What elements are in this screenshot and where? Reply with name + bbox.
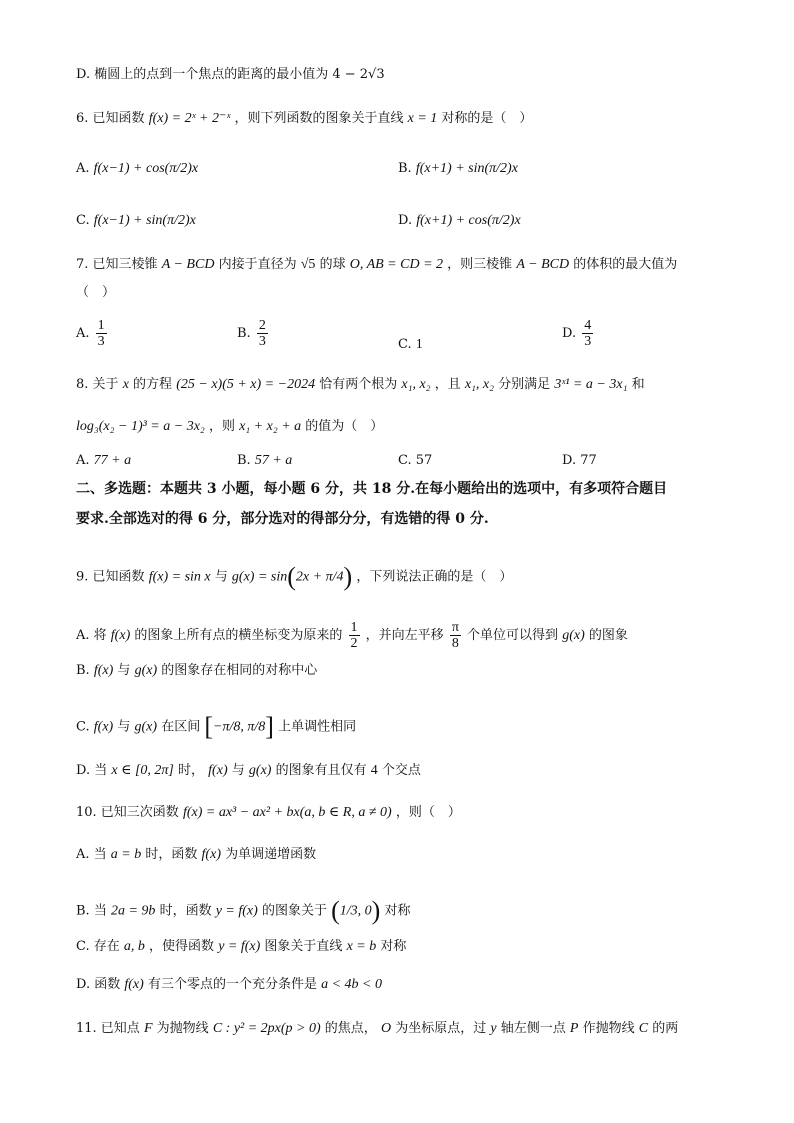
q10-stem-text-2: ，则（ ）: [395, 805, 461, 820]
q8-roots: x₁, x₂: [401, 377, 431, 392]
q8-equation: (25 − x)(5 + x) = −2024: [176, 377, 316, 392]
q6-option-a-label: A.: [76, 161, 90, 176]
q7-option-d: [562, 318, 595, 349]
q11-stem-text-4: 为坐标原点，过: [395, 1021, 487, 1036]
q10-option-a-cond: a = b: [110, 847, 142, 862]
q11-parabola: C : y² = 2px(p > 0): [212, 1021, 321, 1036]
q7-diameter: √5: [300, 257, 316, 272]
q8-equation-2: 3ˣ¹ = a − 3x₁: [554, 377, 628, 392]
q7-answer-paren: （ ）: [76, 285, 116, 300]
q10-option-a-text-2: 时，函数: [145, 847, 198, 862]
q9-option-c: C. f(x) 与 g(x) 在区间 [−π/8, π/8] 上单调性相同: [76, 712, 357, 741]
q11-focus: F: [143, 1021, 153, 1036]
q6-option-b-expr: f(x+1) + sin(π/2)x: [415, 161, 518, 176]
q10-option-b-text-2: 时，函数: [159, 903, 212, 919]
q10-option-a-text: A. 当: [76, 847, 107, 862]
q10-option-c-text-4: 对称: [380, 939, 407, 954]
q7-option-a-fraction: [96, 318, 107, 349]
q8-stem-text-5: 分别满足: [498, 377, 551, 392]
q9-option-d-text-3: 的图象有且仅有: [275, 763, 367, 778]
q9-function-f: f(x) = sin x: [148, 569, 211, 585]
q11-stem-text-2: 为抛物线: [156, 1021, 209, 1036]
q9-shift-num: π: [451, 620, 459, 635]
q10-option-d: [76, 976, 382, 994]
q11-stem-text-6: 作抛物线: [582, 1021, 635, 1036]
q10-option-d-text: D. 函数: [76, 977, 121, 992]
q9-option-d: [76, 762, 421, 780]
q7-paren: [76, 284, 115, 302]
q6-option-c: [76, 212, 196, 230]
q7-option-b-fraction: [257, 318, 268, 349]
q9-half-den: 2: [350, 636, 358, 651]
q9-half-num: 1: [350, 620, 358, 635]
q6-option-d-label: D.: [398, 213, 413, 228]
q10-option-b-f: y = f(x): [215, 903, 258, 919]
q7-stem-text: 7. 已知三棱锥: [76, 257, 158, 272]
q10-function: f(x) = ax³ − ax² + bx(a, b ∈ R, a ≠ 0): [182, 805, 392, 820]
q8-variable: x: [122, 377, 129, 392]
q10-option-a-text-3: 为单调递增函数: [225, 847, 317, 862]
q6-option-a-expr: f(x−1) + cos(π/2)x: [93, 161, 199, 176]
q7-stem-text-4: ，则三棱锥: [447, 257, 513, 272]
q8-option-c: [398, 452, 432, 470]
q8-option-b-label: B.: [237, 453, 251, 468]
q9-option-c-text-2: 在区间: [161, 719, 201, 735]
q6-option-c-label: C.: [76, 213, 90, 228]
q10-option-c-text-3: 图象关于直线: [264, 939, 343, 954]
q9-option-d-text-2: 与: [231, 763, 245, 778]
q9-option-a-text-5: 的图象: [588, 628, 628, 643]
q6-option-b: [398, 160, 518, 178]
q10-option-c-text: C. 存在: [76, 939, 120, 954]
q10-stem-text: 10. 已知三次函数: [76, 805, 179, 820]
q9-option-c-interval: −π/8, π/8: [213, 719, 266, 735]
q8-target-expr: x₁ + x₂ + a: [239, 419, 302, 434]
q9-stem-text-2: 与: [214, 569, 228, 585]
q7-option-c: [398, 336, 423, 354]
q8-log-equation: log₃(x₂ − 1)³ = a − 3x₂: [76, 419, 205, 434]
q9-option-b-f: f(x): [93, 663, 114, 678]
q7-option-d-label: D.: [562, 326, 577, 341]
q10-option-b-text: B. 当: [76, 903, 107, 919]
q8-line2-text: ，则: [208, 419, 235, 434]
q9-option-a-g: g(x): [562, 628, 585, 643]
q9-stem: 9. 已知函数 f(x) = sin x 与 g(x) = sin(2x + π/4) ，下列说法正确的是（ ）: [76, 562, 513, 591]
q7-stem: [76, 256, 677, 274]
q7-option-a-den: 3: [97, 334, 105, 349]
q10-option-d-text-2: 有三个零点的一个充分条件是: [147, 977, 317, 992]
q6-stem-text-3: 对称的是（ ）: [441, 111, 533, 126]
q10-option-b-point: 1/3, 0: [339, 903, 372, 919]
q11-y-axis: y: [490, 1021, 497, 1036]
q10-option-b: B. 当 2a = 9b 时，函数 y = f(x) 的图象关于 (1/3, 0) 对称: [76, 896, 411, 925]
q7-option-c-value: 1: [415, 337, 423, 352]
q9-option-d-text-4: 个交点: [381, 763, 421, 778]
q6-stem: [76, 110, 532, 128]
q7-stem-text-3: 的球: [319, 257, 346, 272]
q8-option-a: [76, 452, 131, 470]
q10-option-d-cond: a < 4b < 0: [321, 977, 383, 992]
q10-option-b-text-4: 对称: [384, 903, 411, 919]
q6-option-b-label: B.: [398, 161, 412, 176]
q6-stem-text: 6. 已知函数: [76, 111, 145, 126]
q8-option-b-expr: 57 + a: [254, 453, 293, 468]
q10-option-c-f: y = f(x): [218, 939, 261, 954]
q7-stem-text-5: 的体积的最大值为: [573, 257, 678, 272]
q9-function-g: g(x) = sin: [231, 569, 288, 585]
q9-option-a-half: [349, 620, 360, 651]
q9-option-b-label: B.: [76, 663, 90, 678]
q7-option-d-num: 4: [584, 318, 592, 333]
q10-option-c-text-2: ，使得函数: [149, 939, 215, 954]
q6-stem-text-2: ，则下列函数的图象关于直线: [234, 111, 404, 126]
q8-line2-text-2: 的值为（ ）: [305, 419, 384, 434]
q9-stem-text-3: ，下列说法正确的是（ ）: [356, 569, 513, 585]
q9-option-d-f: f(x): [208, 763, 228, 778]
q10-option-c-ab: a, b: [123, 939, 145, 954]
q11-stem-text-5: 轴左侧一点: [500, 1021, 566, 1036]
q11-stem-text-7: 的两: [652, 1021, 679, 1036]
q10-option-b-text-3: 的图象关于: [261, 903, 327, 919]
q11-stem-text-3: 的焦点，: [324, 1021, 377, 1036]
q9-stem-text: 9. 已知函数: [76, 569, 145, 585]
q6-option-a: [76, 160, 198, 178]
q5-option-d-text: D. 椭圆上的点到一个焦点的距离的最小值为 4 − 2√3: [76, 67, 385, 82]
q9-option-d-text: 时，: [178, 763, 205, 778]
q11-origin: O: [380, 1021, 392, 1036]
q9-shift-den: 8: [451, 636, 459, 651]
q9-option-b: [76, 662, 317, 680]
q7-tetrahedron: A − BCD: [161, 257, 215, 272]
q9-option-c-text-3: 上单调性相同: [278, 719, 357, 735]
q8-stem-text-4: ，且: [434, 377, 461, 392]
q10-option-c: [76, 938, 406, 956]
q8-stem-line2: [76, 418, 383, 436]
q9-option-c-label: C.: [76, 719, 90, 735]
q6-option-c-expr: f(x−1) + sin(π/2)x: [93, 213, 196, 228]
q8-option-d-text: D. 77: [562, 453, 597, 468]
q10-stem: [76, 804, 461, 822]
q6-line: x = 1: [407, 111, 438, 126]
q9-option-a-text-2: 的图象上所有点的横坐标变为原来的: [134, 628, 343, 643]
q11-point: P: [569, 1021, 579, 1036]
q8-roots-2: x₁, x₂: [464, 377, 495, 392]
q7-stem-text-2: 内接于直径为: [218, 257, 297, 272]
q9-option-a-text: A. 将: [76, 628, 107, 643]
q8-option-c-text: C. 57: [398, 453, 433, 468]
q8-stem-text-2: 的方程: [133, 377, 173, 392]
q9-option-b-text-2: 的图象存在相同的对称中心: [161, 663, 318, 678]
q7-option-d-fraction: [582, 318, 593, 349]
q7-option-b: [237, 318, 270, 349]
q10-option-d-f: f(x): [124, 977, 144, 992]
q9-option-a-text-4: 个单位可以得到: [467, 628, 559, 643]
q11-stem: [76, 1020, 678, 1038]
section-2-heading-line1: 二、多选题：本题共 3 小题，每小题 6 分，共 18 分.在每小题给出的选项中，有多项符合题目: [76, 481, 668, 497]
q7-option-b-den: 3: [258, 334, 266, 349]
q10-option-a-f: f(x): [201, 847, 221, 862]
q11-stem-text: 11. 已知点: [76, 1021, 140, 1036]
q9-option-c-f: f(x): [93, 719, 114, 735]
q5-option-d: [76, 66, 385, 84]
q9-option-a-f: f(x): [110, 628, 131, 643]
q9-option-b-text: 与: [117, 663, 131, 678]
q9-option-c-g: g(x): [134, 719, 158, 735]
q9-option-d-count: 4: [370, 763, 378, 778]
q7-option-b-label: B.: [237, 326, 251, 341]
q8-stem-text: 8. 关于: [76, 377, 119, 392]
q8-stem-text-6: 和: [631, 377, 645, 392]
q10-option-a: [76, 846, 316, 864]
q9-option-d-label: D. 当: [76, 763, 108, 778]
q7-option-a-label: A.: [76, 326, 90, 341]
q7-option-a: [76, 318, 109, 349]
section-2-heading-line2: 要求.全部选对的得 6 分，部分选对的得部分分，有选错的得 0 分.: [76, 511, 489, 527]
q8-stem: [76, 376, 645, 394]
q10-option-b-cond: 2a = 9b: [110, 903, 156, 919]
q7-option-d-den: 3: [584, 334, 592, 349]
q11-parabola-2: C: [638, 1021, 649, 1036]
q7-tetrahedron-2: A − BCD: [516, 257, 570, 272]
q8-option-a-label: A.: [76, 453, 90, 468]
q9-function-g-arg: 2x + π/4: [295, 569, 344, 585]
q8-option-a-expr: 77 + a: [93, 453, 132, 468]
q8-option-d: [562, 452, 597, 470]
q6-option-d-expr: f(x+1) + cos(π/2)x: [416, 213, 521, 228]
q9-option-d-g: g(x): [248, 763, 272, 778]
q8-stem-text-3: 恰有两个根为: [319, 377, 398, 392]
q7-condition: O, AB = CD = 2: [349, 257, 444, 272]
q7-option-c-label: C.: [398, 337, 412, 352]
q9-option-b-g: g(x): [134, 663, 158, 678]
q9-option-a: [76, 620, 628, 651]
q9-option-d-domain: x ∈ [0, 2π]: [111, 763, 174, 778]
q6-option-d: [398, 212, 521, 230]
q9-option-a-shift: [450, 620, 461, 651]
q8-option-b: [237, 452, 292, 470]
q7-option-b-num: 2: [258, 318, 266, 333]
q10-option-c-line: x = b: [346, 939, 377, 954]
q7-option-a-num: 1: [97, 318, 105, 333]
q9-option-c-text: 与: [117, 719, 131, 735]
q9-option-a-text-3: ，并向左平移: [365, 628, 444, 643]
q6-function: f(x) = 2ˣ + 2⁻ˣ: [148, 111, 231, 126]
